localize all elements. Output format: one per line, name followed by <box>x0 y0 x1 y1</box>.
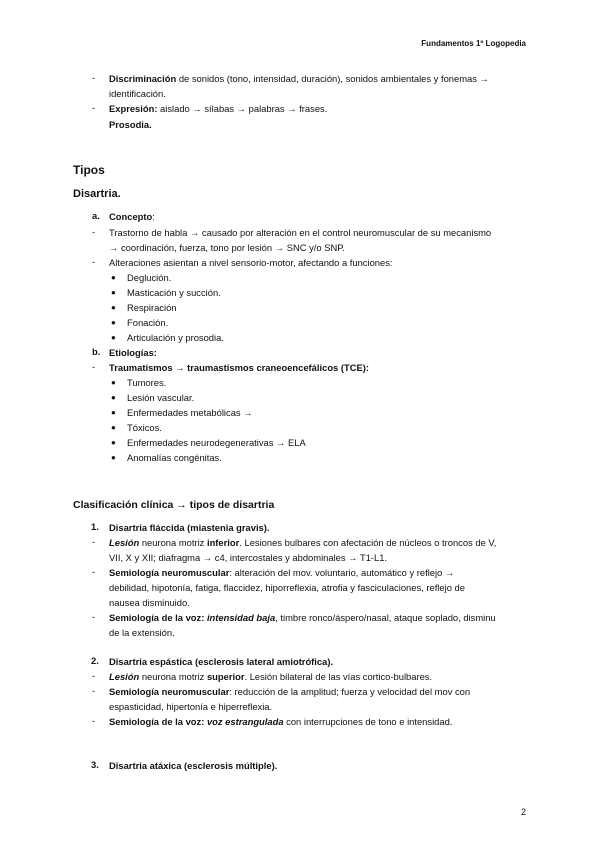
bullet: ● <box>111 288 116 297</box>
etiologias-heading: Etiologías: <box>109 347 157 358</box>
concepto-line-1: Trastorno de habla → causado por alteración en el control neuromuscular de su mecanismo <box>109 227 492 238</box>
dash-marker: - <box>92 256 96 267</box>
espastica-voz-line <box>109 715 452 729</box>
flacida-voz-cont: de la extensión. <box>109 627 175 638</box>
running-header: Fundamentos 1º Logopedia <box>421 39 526 48</box>
dash-marker: - <box>92 226 96 237</box>
bullet: ● <box>111 393 116 402</box>
voz-italic: intensidad baja <box>206 612 276 623</box>
funcion-item: Respiración <box>127 302 177 313</box>
list-marker-b: b. <box>92 346 101 357</box>
lesion-mid: neurona motriz <box>139 537 207 548</box>
funcion-item: Masticación y succión. <box>127 287 221 298</box>
etiologia-item: Enfermedades metabólicas → <box>127 407 253 418</box>
flacida-neuro-cont-2: nausea disminuido. <box>109 597 190 608</box>
voz-label: Semiología de la voz: <box>109 612 207 623</box>
section-title-disartria: Disartria. <box>73 188 121 200</box>
concepto-line-2: → coordinación, fuerza, tono por lesión → SNC y/o SNP. <box>109 242 345 253</box>
page-number: 2 <box>520 807 526 817</box>
concepto-heading <box>109 210 155 224</box>
list-marker-a: a. <box>92 210 100 221</box>
neuro-text: : alteración del mov. voluntario, automático y reflejo → <box>229 567 455 578</box>
dash-marker: - <box>92 361 96 372</box>
flacida-neuro-cont-1: debilidad, hipotonía, fatiga, flaccidez, hiporreflexia, atrofia y fasciculaciones, reflejo de <box>109 582 465 593</box>
voz-text: con interrupciones de tono e intensidad. <box>283 716 453 727</box>
etiologia-item: Lesión vascular. <box>127 392 195 403</box>
dash-marker: - <box>92 566 96 577</box>
voz-text: , timbre ronco/áspero/nasal, ataque soplado, disminu <box>275 612 496 623</box>
flacida-title: Disartria fláccida (miastenia gravis). <box>109 522 270 533</box>
bullet: ● <box>111 303 116 312</box>
dash-marker: - <box>92 102 96 113</box>
bullet: ● <box>111 453 116 462</box>
dash-marker: - <box>92 611 96 622</box>
bullet: ● <box>111 318 116 327</box>
lesion-level: inferior <box>206 537 240 548</box>
funcion-item: Deglución. <box>127 272 172 283</box>
discriminacion-term: Discriminación <box>109 73 177 84</box>
discriminacion-line <box>109 72 489 86</box>
bullet: ● <box>111 438 116 447</box>
neuro-label: Semiología neuromuscular <box>109 567 230 578</box>
funcion-item: Fonación. <box>127 317 169 328</box>
lesion-level: superior <box>206 671 245 682</box>
lesion-mid: neurona motriz <box>139 671 207 682</box>
section-title-clasificacion: Clasificación clínica → tipos de disartria <box>73 499 275 511</box>
concepto-colon: : <box>152 211 155 222</box>
espastica-neuro-cont: espasticidad, hipertonía e hiperreflexia. <box>109 701 273 712</box>
dash-marker: - <box>92 715 96 726</box>
section-title-tipos: Tipos <box>73 163 105 177</box>
flacida-lesion-line <box>109 536 496 550</box>
bullet: ● <box>111 378 116 387</box>
lesion-label: Lesión <box>109 537 140 548</box>
funcion-item: Articulación y prosodia. <box>127 332 224 343</box>
lesion-label: Lesión <box>109 671 140 682</box>
voz-label: Semiología de la voz: <box>109 716 207 727</box>
etiologia-item: Enfermedades neurodegenerativas → ELA <box>127 437 306 448</box>
flacida-lesion-cont: VII, X y XII; diafragma → c4, intercostales y abdominales → T1-L1. <box>109 552 388 563</box>
espastica-title: Disartria espástica (esclerosis lateral amiotrófica). <box>109 656 334 667</box>
expresion-text: aislado → sílabas → palabras → frases. <box>157 103 328 114</box>
discriminacion-text: de sonidos (tono, intensidad, duración), sonidos ambientales y fonemas → <box>176 73 489 84</box>
bullet: ● <box>111 408 116 417</box>
prosodia-line: Prosodia. <box>109 119 152 130</box>
expresion-term: Expresión: <box>109 103 158 114</box>
concepto-label: Concepto <box>109 211 153 222</box>
espastica-lesion-line <box>109 670 432 684</box>
espastica-neuro-line <box>109 685 470 699</box>
expresion-line <box>109 102 327 116</box>
list-number-2: 2. <box>91 655 99 666</box>
etiologia-item: Tumores. <box>127 377 167 388</box>
dash-marker: - <box>92 72 96 83</box>
dash-marker: - <box>92 536 96 547</box>
neuro-text: : reducción de la amplitud; fuerza y velocidad del mov con <box>229 686 471 697</box>
bullet: ● <box>111 273 116 282</box>
bullet: ● <box>111 423 116 432</box>
etiologia-item: Tóxicos. <box>127 422 162 433</box>
ataxica-title: Disartria atáxica (esclerosis múltiple). <box>109 760 278 771</box>
neuro-label: Semiología neuromuscular <box>109 686 230 697</box>
concepto-line-3: Alteraciones asientan a nivel sensorio-motor, afectando a funciones: <box>109 257 393 268</box>
lesion-rest: . Lesiones bulbares con afectación de núcleos o troncos de V, <box>239 537 497 548</box>
etiologia-item: Anomalías congénitas. <box>127 452 222 463</box>
list-number-3: 3. <box>91 759 99 770</box>
bullet: ● <box>111 333 116 342</box>
discriminacion-cont: identificación. <box>109 88 166 99</box>
lesion-rest: . Lesión bilateral de las vías cortico-bulbares. <box>244 671 433 682</box>
dash-marker: - <box>92 670 96 681</box>
flacida-neuro-line <box>109 566 454 580</box>
traumatismos-line: Traumatismos → traumastismos craneoencefálicos (TCE): <box>109 362 369 373</box>
list-number-1: 1. <box>91 521 99 532</box>
voz-italic: voz estrangulada <box>206 716 284 727</box>
dash-marker: - <box>92 685 96 696</box>
flacida-voz-line <box>109 611 496 625</box>
